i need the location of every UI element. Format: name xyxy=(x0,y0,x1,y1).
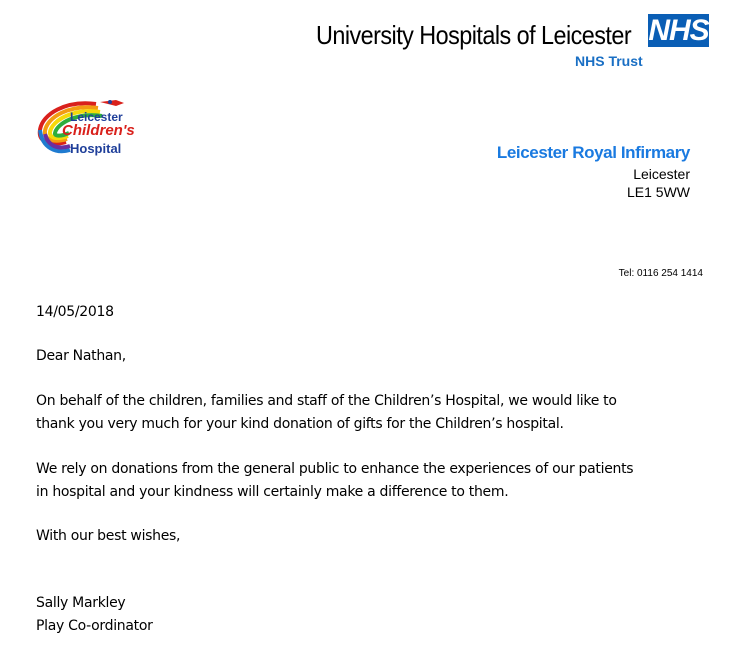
trust-name: University Hospitals of Leicester xyxy=(316,20,632,50)
letter-paragraph-1 xyxy=(36,390,617,436)
logo-text-hospital: Hospital xyxy=(70,141,122,156)
paragraph-line: in hospital and your kindness will certainly make a difference to them. xyxy=(36,484,509,500)
paragraph-line: We rely on donations from the general public to enhance the experiences of our patients xyxy=(36,461,634,477)
letter-date: 14/05/2018 xyxy=(36,304,114,320)
phone-number: Tel: 0116 254 1414 xyxy=(618,268,703,279)
address-city: Leicester xyxy=(633,166,690,182)
signature-name: Sally Markley xyxy=(36,595,126,611)
childrens-hospital-logo xyxy=(36,96,166,160)
address-block xyxy=(497,143,690,201)
signature-role: Play Co-ordinator xyxy=(36,618,153,634)
paragraph-line: On behalf of the children, families and staff of the Children’s Hospital, we would like to xyxy=(36,393,617,409)
letter-paragraph-2 xyxy=(36,458,633,504)
address-postcode: LE1 5WW xyxy=(626,184,690,200)
logo-text-leicester: Leicester xyxy=(70,110,123,124)
nhs-logo: NHS xyxy=(648,14,709,47)
letter-closing: With our best wishes, xyxy=(36,528,181,544)
trust-suffix: NHS Trust xyxy=(575,53,643,69)
letter-salutation: Dear Nathan, xyxy=(36,348,126,364)
hospital-name: Leicester Royal Infirmary xyxy=(496,143,690,162)
logo-text-childrens: Children's xyxy=(62,122,135,139)
paragraph-line: thank you very much for your kind donation of gifts for the Children’s hospital. xyxy=(36,416,564,432)
